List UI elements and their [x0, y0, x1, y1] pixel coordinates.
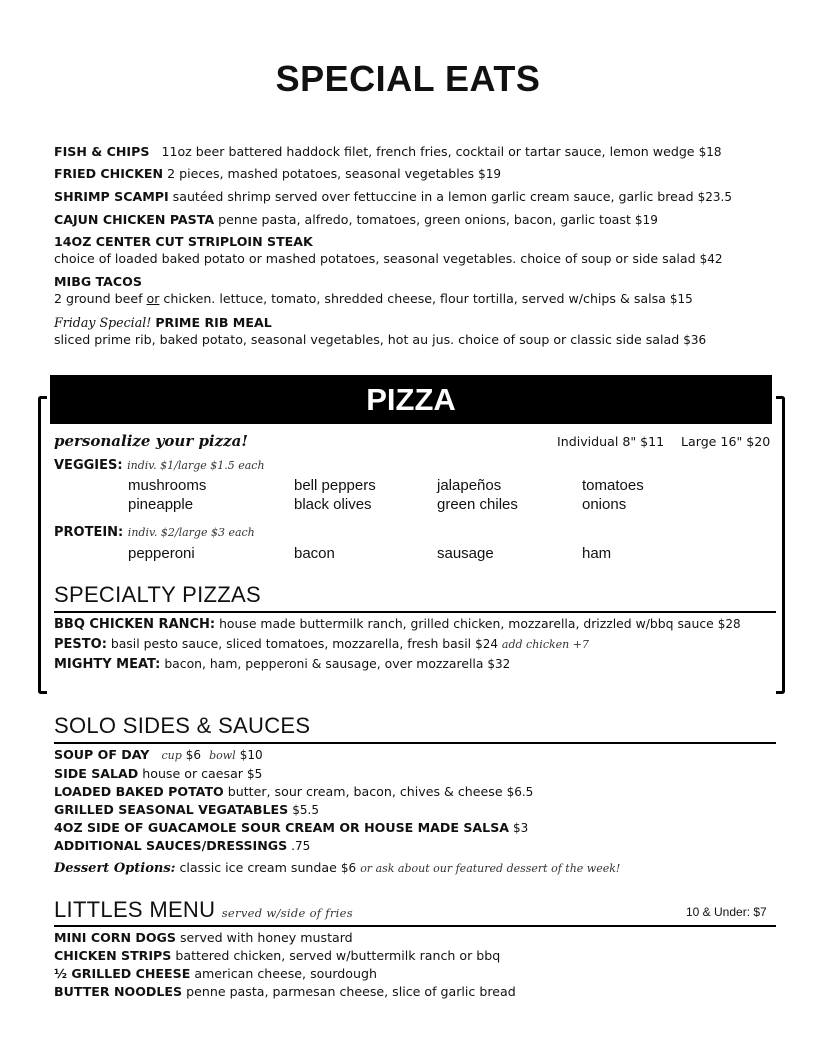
topping-pineapple: pineapple: [128, 496, 194, 513]
protein-price-note: indiv. $2/large $3 each: [127, 526, 255, 539]
pizza-bracket-right: [776, 396, 785, 694]
item-name: LOADED BAKED POTATO: [54, 784, 224, 799]
item-price: $19: [478, 167, 501, 181]
item-desc: chicken. lettuce, tomato, shredded cheese, flour tortilla, served w/chips & salsa: [159, 291, 666, 306]
friday-special-label: Friday Special!: [54, 315, 152, 330]
item-desc: sautéed shrimp served over fettuccine in a lemon garlic cream sauce, garlic bread: [172, 189, 694, 204]
side-additional-sauces: [54, 837, 310, 855]
pizza-banner: PIZZA: [50, 375, 772, 424]
topping-black-olives: black olives: [294, 496, 372, 513]
littles-heading: [54, 897, 353, 923]
topping-mushrooms: mushrooms: [128, 477, 207, 494]
littles-butter-noodles: [54, 983, 516, 1000]
side-guacamole-sour-cream-salsa: [54, 819, 528, 837]
item-desc: penne pasta, parmesan cheese, slice of garlic bread: [186, 984, 516, 999]
side-salad: [54, 765, 262, 783]
item-desc: bacon, ham, pepperoni & sausage, over mozzarella: [164, 656, 484, 671]
item-name: SIDE SALAD: [54, 766, 139, 781]
item-price: $32: [487, 657, 511, 671]
soup-cup-label: cup: [161, 749, 182, 762]
pizza-bbq-chicken-ranch: [54, 615, 741, 633]
item-desc: american cheese, sourdough: [194, 966, 377, 981]
dessert-options: [54, 859, 620, 877]
item-name: MIGHTY MEAT:: [54, 657, 161, 672]
soup-bowl-label: bowl: [209, 749, 236, 762]
topping-bacon: bacon: [294, 545, 335, 562]
item-desc-or: or: [146, 291, 160, 306]
pizza-pesto: [54, 635, 589, 653]
menu-item-shrimp-scampi: [54, 188, 732, 206]
item-name: BUTTER NOODLES: [54, 984, 183, 999]
item-price: $36: [683, 333, 707, 347]
item-name: PRIME RIB MEAL: [155, 315, 272, 330]
menu-item-fried-chicken: [54, 165, 501, 183]
pizza-bracket-left: [38, 396, 47, 694]
specialty-rule: [54, 611, 776, 613]
littles-note: served w/side of fries: [221, 906, 353, 920]
protein-label: PROTEIN:: [54, 525, 124, 540]
item-desc: battered chicken, served w/buttermilk ranch or bbq: [175, 948, 501, 963]
item-name: PESTO:: [54, 637, 107, 652]
item-price: $28: [717, 617, 741, 631]
pizza-mighty-meat: [54, 655, 510, 673]
topping-onions: onions: [582, 496, 627, 513]
item-desc: 11oz beer battered haddock filet, french fries, cocktail or tartar sauce, lemon wedge: [161, 144, 695, 159]
item-price: $5.5: [292, 803, 319, 817]
item-name: ½ GRILLED CHEESE: [54, 966, 191, 981]
item-price: $6.5: [506, 785, 534, 799]
item-name: CAJUN CHICKEN PASTA: [54, 212, 215, 227]
item-price: $42: [699, 252, 723, 266]
side-grilled-vegetables: [54, 801, 319, 819]
item-desc: house made buttermilk ranch, grilled chicken, mozzarella, drizzled w/bbq sauce: [219, 616, 714, 631]
item-name: ADDITIONAL SAUCES/DRESSINGS: [54, 838, 288, 853]
item-name: SOUP OF DAY: [54, 747, 150, 762]
veggies-price-note: indiv. $1/large $1.5 each: [127, 459, 265, 472]
menu-item-cajun-chicken-pasta: [54, 211, 658, 229]
item-price: $24: [475, 637, 498, 651]
dessert-price: $6: [340, 861, 357, 875]
item-name: FRIED CHICKEN: [54, 166, 164, 181]
sides-rule: [54, 742, 776, 744]
dessert-label: Dessert Options:: [54, 861, 176, 876]
item-desc: house or caesar: [142, 766, 243, 781]
item-desc: 2 ground beef: [54, 291, 147, 306]
item-name: 14OZ CENTER CUT STRIPLOIN STEAK: [54, 234, 313, 249]
item-price: $19: [634, 213, 658, 227]
item-price: $23.5: [697, 190, 733, 204]
menu-item-fish-chips: [54, 143, 721, 161]
topping-tomatoes: tomatoes: [582, 477, 644, 494]
side-soup-of-day: [54, 746, 263, 764]
item-name: GRILLED SEASONAL VEGATABLES: [54, 802, 289, 817]
item-name: 4OZ SIDE OF GUACAMOLE SOUR CREAM OR HOUSE MADE SALSA: [54, 820, 510, 835]
littles-rule: [54, 925, 776, 927]
soup-bowl-price: $10: [239, 748, 263, 762]
side-loaded-baked-potato: [54, 783, 533, 801]
item-price: $18: [698, 145, 722, 159]
littles-price-note: 10 & Under: $7: [686, 905, 767, 919]
topping-sausage: sausage: [437, 545, 494, 562]
item-price: $3: [513, 821, 529, 835]
sides-heading: SOLO SIDES & SAUCES: [54, 713, 311, 738]
topping-bell-peppers: bell peppers: [294, 477, 376, 494]
item-name: SHRIMP SCAMPI: [54, 189, 169, 204]
topping-ham: ham: [582, 545, 612, 562]
item-name: MINI CORN DOGS: [54, 930, 176, 945]
littles-chicken-strips: [54, 947, 500, 964]
item-price: $15: [669, 292, 693, 306]
topping-pepperoni: pepperoni: [128, 545, 195, 562]
specialty-pizzas-heading: SPECIALTY PIZZAS: [54, 582, 261, 607]
item-price: .75: [291, 839, 311, 853]
page-title: SPECIAL EATS: [275, 58, 541, 99]
personalize-heading: personalize your pizza!: [54, 432, 248, 450]
size-individual: Individual 8" $11: [557, 434, 665, 449]
item-name: MIBG TACOS: [54, 274, 142, 289]
menu-item-striploin-steak: [54, 233, 723, 268]
protein-row-label: [54, 525, 255, 540]
dessert-note: or ask about our featured dessert of the week!: [360, 862, 621, 875]
item-desc: basil pesto sauce, sliced tomatoes, mozzarella, fresh basil: [110, 636, 472, 651]
topping-jalapenos: jalapeños: [437, 477, 502, 494]
item-desc: sliced prime rib, baked potato, seasonal vegetables, hot au jus. choice of soup or classic side salad: [54, 332, 680, 347]
veggies-row-label: [54, 458, 265, 473]
littles-grilled-cheese: [54, 965, 377, 982]
size-large: Large 16" $20: [681, 434, 771, 449]
littles-mini-corn-dogs: [54, 929, 353, 946]
soup-cup-price: $6: [185, 748, 202, 762]
dessert-desc: classic ice cream sundae: [179, 860, 337, 875]
item-desc: 2 pieces, mashed potatoes, seasonal vegetables: [167, 166, 475, 181]
littles-title: LITTLES MENU: [54, 897, 216, 922]
menu-item-prime-rib: [54, 314, 706, 349]
item-name: BBQ CHICKEN RANCH:: [54, 617, 216, 632]
menu-item-mibg-tacos: [54, 273, 693, 308]
item-name: CHICKEN STRIPS: [54, 948, 172, 963]
item-desc: choice of loaded baked potato or mashed potatoes, seasonal vegetables. choice of soup or side salad: [54, 251, 696, 266]
item-name: FISH & CHIPS: [54, 144, 150, 159]
item-desc: served with honey mustard: [179, 930, 353, 945]
topping-green-chiles: green chiles: [437, 496, 518, 513]
item-desc: butter, sour cream, bacon, chives & cheese: [227, 784, 503, 799]
pesto-addon-note: add chicken +7: [501, 638, 589, 651]
veggies-label: VEGGIES:: [54, 458, 123, 473]
item-desc: penne pasta, alfredo, tomatoes, green onions, bacon, garlic toast: [218, 212, 631, 227]
item-price: $5: [247, 767, 263, 781]
